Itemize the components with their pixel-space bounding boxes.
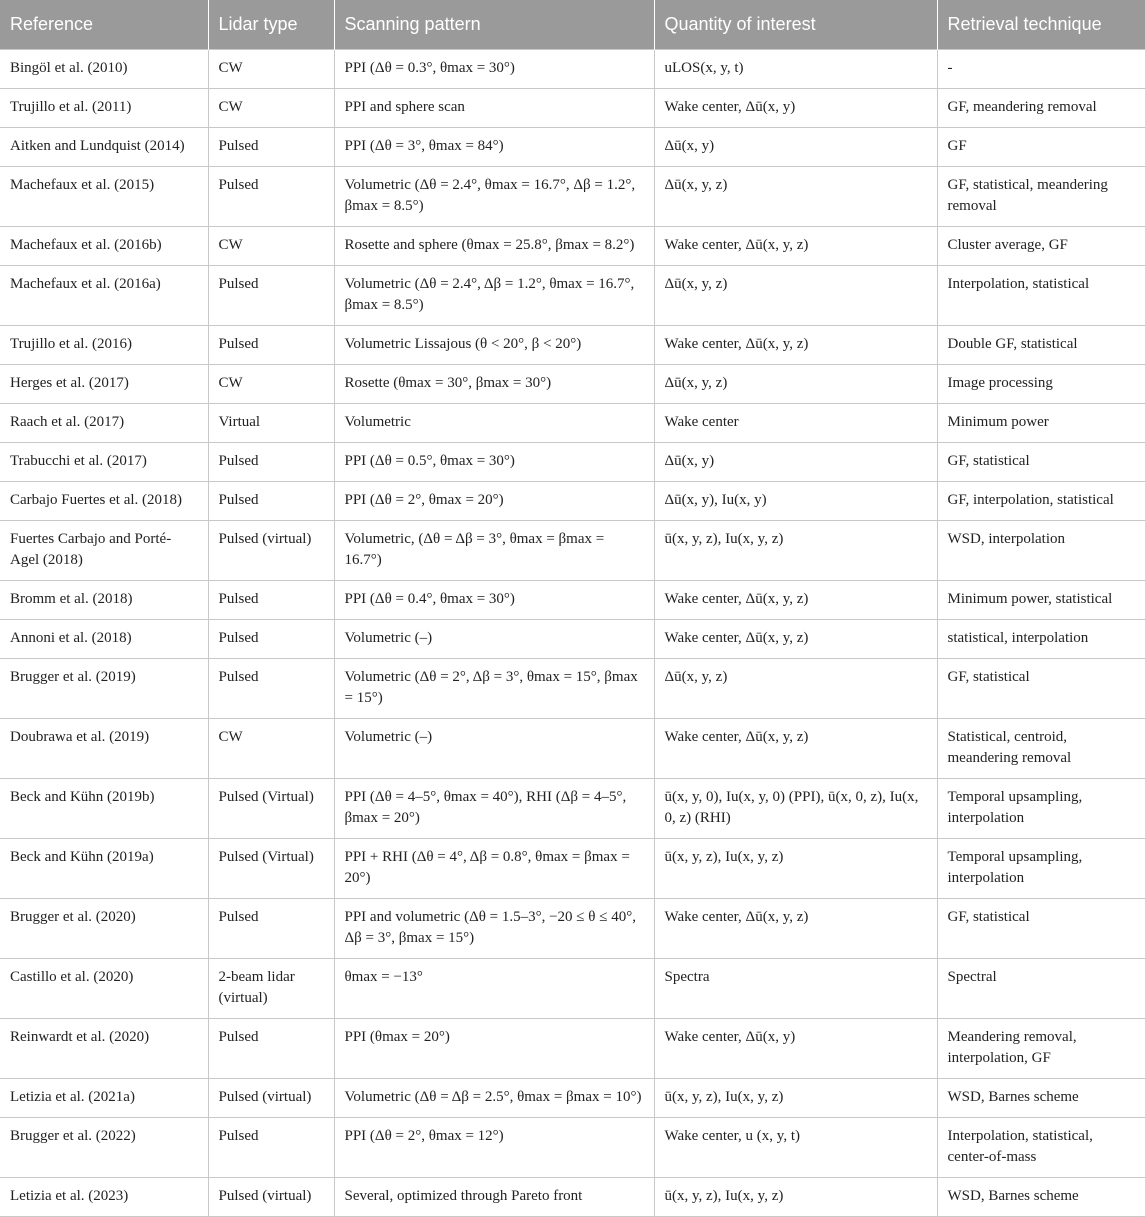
cell-scanning-pattern: Volumetric (–) bbox=[334, 719, 654, 779]
cell-scanning-pattern: Several, optimized through Pareto front bbox=[334, 1178, 654, 1217]
cell-reference: Beck and Kühn (2019a) bbox=[0, 839, 208, 899]
table-row bbox=[0, 620, 1145, 659]
cell-reference: Machefaux et al. (2016a) bbox=[0, 266, 208, 326]
cell-retrieval-technique: GF, interpolation, statistical bbox=[937, 482, 1145, 521]
cell-lidar-type: Pulsed (virtual) bbox=[208, 1178, 334, 1217]
table-row bbox=[0, 50, 1145, 89]
cell-quantity-of-interest: Δū(x, y, z) bbox=[654, 167, 937, 227]
table-row bbox=[0, 443, 1145, 482]
cell-quantity-of-interest: ū(x, y, z), Iu(x, y, z) bbox=[654, 839, 937, 899]
cell-reference: Bingöl et al. (2010) bbox=[0, 50, 208, 89]
cell-quantity-of-interest: Wake center, Δū(x, y) bbox=[654, 89, 937, 128]
table-row bbox=[0, 89, 1145, 128]
cell-lidar-type: 2-beam lidar (virtual) bbox=[208, 959, 334, 1019]
header-retrieval-technique: Retrieval technique bbox=[937, 0, 1145, 50]
cell-lidar-type: Pulsed bbox=[208, 167, 334, 227]
header-lidar-type: Lidar type bbox=[208, 0, 334, 50]
cell-lidar-type: Pulsed (virtual) bbox=[208, 1079, 334, 1118]
cell-retrieval-technique: Spectral bbox=[937, 959, 1145, 1019]
cell-reference: Letizia et al. (2021a) bbox=[0, 1079, 208, 1118]
cell-scanning-pattern: θmax = −13° bbox=[334, 959, 654, 1019]
table-row bbox=[0, 839, 1145, 899]
cell-quantity-of-interest: Wake center, Δū(x, y, z) bbox=[654, 899, 937, 959]
cell-scanning-pattern: Rosette and sphere (θmax = 25.8°, βmax = 8.2°) bbox=[334, 227, 654, 266]
cell-retrieval-technique: statistical, interpolation bbox=[937, 620, 1145, 659]
cell-retrieval-technique: Interpolation, statistical bbox=[937, 266, 1145, 326]
cell-reference: Machefaux et al. (2016b) bbox=[0, 227, 208, 266]
cell-retrieval-technique: Cluster average, GF bbox=[937, 227, 1145, 266]
table-row bbox=[0, 482, 1145, 521]
cell-reference: Castillo et al. (2020) bbox=[0, 959, 208, 1019]
cell-retrieval-technique: GF, statistical bbox=[937, 659, 1145, 719]
cell-reference: Brugger et al. (2022) bbox=[0, 1118, 208, 1178]
cell-lidar-type: Pulsed (Virtual) bbox=[208, 779, 334, 839]
cell-reference: Reinwardt et al. (2020) bbox=[0, 1019, 208, 1079]
table-row bbox=[0, 167, 1145, 227]
cell-reference: Doubrawa et al. (2019) bbox=[0, 719, 208, 779]
cell-retrieval-technique: Double GF, statistical bbox=[937, 326, 1145, 365]
cell-lidar-type: Pulsed bbox=[208, 581, 334, 620]
table-row bbox=[0, 227, 1145, 266]
cell-lidar-type: CW bbox=[208, 365, 334, 404]
cell-quantity-of-interest: Wake center, Δū(x, y, z) bbox=[654, 326, 937, 365]
cell-retrieval-technique: Meandering removal, interpolation, GF bbox=[937, 1019, 1145, 1079]
table-row bbox=[0, 581, 1145, 620]
cell-retrieval-technique: WSD, Barnes scheme bbox=[937, 1178, 1145, 1217]
cell-retrieval-technique: GF, statistical, meandering removal bbox=[937, 167, 1145, 227]
table-row bbox=[0, 959, 1145, 1019]
cell-quantity-of-interest: ū(x, y, 0), Iu(x, y, 0) (PPI), ū(x, 0, z), Iu(x, 0, z) (RHI) bbox=[654, 779, 937, 839]
cell-scanning-pattern: PPI (θmax = 20°) bbox=[334, 1019, 654, 1079]
cell-lidar-type: Pulsed bbox=[208, 443, 334, 482]
cell-lidar-type: CW bbox=[208, 227, 334, 266]
cell-quantity-of-interest: Wake center, Δū(x, y, z) bbox=[654, 581, 937, 620]
table-row bbox=[0, 899, 1145, 959]
cell-quantity-of-interest: Wake center, u (x, y, t) bbox=[654, 1118, 937, 1178]
table-row bbox=[0, 1079, 1145, 1118]
cell-scanning-pattern: PPI (Δθ = 4–5°, θmax = 40°), RHI (Δβ = 4–5°, βmax = 20°) bbox=[334, 779, 654, 839]
table-row bbox=[0, 1019, 1145, 1079]
cell-scanning-pattern: Volumetric Lissajous (θ < 20°, β < 20°) bbox=[334, 326, 654, 365]
cell-scanning-pattern: PPI (Δθ = 0.5°, θmax = 30°) bbox=[334, 443, 654, 482]
cell-reference: Trujillo et al. (2011) bbox=[0, 89, 208, 128]
cell-retrieval-technique: Temporal upsampling, interpolation bbox=[937, 839, 1145, 899]
cell-scanning-pattern: Rosette (θmax = 30°, βmax = 30°) bbox=[334, 365, 654, 404]
cell-reference: Raach et al. (2017) bbox=[0, 404, 208, 443]
cell-quantity-of-interest: Δū(x, y, z) bbox=[654, 365, 937, 404]
cell-retrieval-technique: Image processing bbox=[937, 365, 1145, 404]
table-row bbox=[0, 1118, 1145, 1178]
cell-scanning-pattern: PPI + RHI (Δθ = 4°, Δβ = 0.8°, θmax = βmax = 20°) bbox=[334, 839, 654, 899]
cell-scanning-pattern: Volumetric (Δθ = 2°, Δβ = 3°, θmax = 15°, βmax = 15°) bbox=[334, 659, 654, 719]
cell-quantity-of-interest: Wake center bbox=[654, 404, 937, 443]
header-row bbox=[0, 0, 1145, 50]
cell-reference: Machefaux et al. (2015) bbox=[0, 167, 208, 227]
cell-scanning-pattern: Volumetric (Δθ = 2.4°, Δβ = 1.2°, θmax = 16.7°, βmax = 8.5°) bbox=[334, 266, 654, 326]
cell-scanning-pattern: Volumetric (–) bbox=[334, 620, 654, 659]
cell-reference: Carbajo Fuertes et al. (2018) bbox=[0, 482, 208, 521]
cell-retrieval-technique: GF, statistical bbox=[937, 899, 1145, 959]
cell-lidar-type: Virtual bbox=[208, 404, 334, 443]
cell-scanning-pattern: Volumetric, (Δθ = Δβ = 3°, θmax = βmax = 16.7°) bbox=[334, 521, 654, 581]
cell-quantity-of-interest: ū(x, y, z), Iu(x, y, z) bbox=[654, 521, 937, 581]
cell-scanning-pattern: PPI and volumetric (Δθ = 1.5–3°, −20 ≤ θ ≤ 40°, Δβ = 3°, βmax = 15°) bbox=[334, 899, 654, 959]
cell-reference: Herges et al. (2017) bbox=[0, 365, 208, 404]
cell-lidar-type: Pulsed bbox=[208, 1019, 334, 1079]
table-body bbox=[0, 50, 1145, 1217]
cell-retrieval-technique: Minimum power, statistical bbox=[937, 581, 1145, 620]
cell-lidar-type: Pulsed (Virtual) bbox=[208, 839, 334, 899]
cell-lidar-type: CW bbox=[208, 719, 334, 779]
cell-retrieval-technique: Minimum power bbox=[937, 404, 1145, 443]
cell-quantity-of-interest: Δū(x, y), Iu(x, y) bbox=[654, 482, 937, 521]
table-row bbox=[0, 266, 1145, 326]
cell-lidar-type: Pulsed bbox=[208, 899, 334, 959]
header-scanning-pattern: Scanning pattern bbox=[334, 0, 654, 50]
cell-retrieval-technique: WSD, Barnes scheme bbox=[937, 1079, 1145, 1118]
cell-reference: Beck and Kühn (2019b) bbox=[0, 779, 208, 839]
cell-lidar-type: Pulsed (virtual) bbox=[208, 521, 334, 581]
table-row bbox=[0, 128, 1145, 167]
cell-quantity-of-interest: Δū(x, y, z) bbox=[654, 659, 937, 719]
cell-lidar-type: CW bbox=[208, 89, 334, 128]
cell-quantity-of-interest: Wake center, Δū(x, y, z) bbox=[654, 719, 937, 779]
cell-lidar-type: Pulsed bbox=[208, 266, 334, 326]
cell-lidar-type: Pulsed bbox=[208, 482, 334, 521]
cell-lidar-type: Pulsed bbox=[208, 659, 334, 719]
cell-reference: Fuertes Carbajo and Porté-Agel (2018) bbox=[0, 521, 208, 581]
table-row bbox=[0, 719, 1145, 779]
cell-quantity-of-interest: ū(x, y, z), Iu(x, y, z) bbox=[654, 1178, 937, 1217]
cell-reference: Aitken and Lundquist (2014) bbox=[0, 128, 208, 167]
cell-reference: Brugger et al. (2020) bbox=[0, 899, 208, 959]
cell-lidar-type: CW bbox=[208, 50, 334, 89]
cell-reference: Annoni et al. (2018) bbox=[0, 620, 208, 659]
cell-lidar-type: Pulsed bbox=[208, 326, 334, 365]
cell-scanning-pattern: Volumetric bbox=[334, 404, 654, 443]
cell-scanning-pattern: Volumetric (Δθ = 2.4°, θmax = 16.7°, Δβ = 1.2°, βmax = 8.5°) bbox=[334, 167, 654, 227]
cell-retrieval-technique: GF bbox=[937, 128, 1145, 167]
cell-scanning-pattern: PPI (Δθ = 0.3°, θmax = 30°) bbox=[334, 50, 654, 89]
cell-scanning-pattern: Volumetric (Δθ = Δβ = 2.5°, θmax = βmax = 10°) bbox=[334, 1079, 654, 1118]
cell-quantity-of-interest: ū(x, y, z), Iu(x, y, z) bbox=[654, 1079, 937, 1118]
cell-reference: Brugger et al. (2019) bbox=[0, 659, 208, 719]
cell-quantity-of-interest: Δū(x, y) bbox=[654, 443, 937, 482]
cell-scanning-pattern: PPI (Δθ = 2°, θmax = 20°) bbox=[334, 482, 654, 521]
cell-scanning-pattern: PPI (Δθ = 3°, θmax = 84°) bbox=[334, 128, 654, 167]
table-row bbox=[0, 521, 1145, 581]
table-row bbox=[0, 659, 1145, 719]
cell-retrieval-technique: Statistical, centroid, meandering removal bbox=[937, 719, 1145, 779]
cell-reference: Letizia et al. (2023) bbox=[0, 1178, 208, 1217]
table-row bbox=[0, 779, 1145, 839]
table-row bbox=[0, 326, 1145, 365]
cell-quantity-of-interest: uLOS(x, y, t) bbox=[654, 50, 937, 89]
cell-reference: Trabucchi et al. (2017) bbox=[0, 443, 208, 482]
cell-scanning-pattern: PPI and sphere scan bbox=[334, 89, 654, 128]
header-quantity-of-interest: Quantity of interest bbox=[654, 0, 937, 50]
cell-scanning-pattern: PPI (Δθ = 2°, θmax = 12°) bbox=[334, 1118, 654, 1178]
cell-retrieval-technique: GF, meandering removal bbox=[937, 89, 1145, 128]
cell-quantity-of-interest: Δū(x, y, z) bbox=[654, 266, 937, 326]
cell-quantity-of-interest: Wake center, Δū(x, y, z) bbox=[654, 620, 937, 659]
table-row bbox=[0, 404, 1145, 443]
cell-lidar-type: Pulsed bbox=[208, 128, 334, 167]
cell-quantity-of-interest: Wake center, Δū(x, y) bbox=[654, 1019, 937, 1079]
cell-retrieval-technique: GF, statistical bbox=[937, 443, 1145, 482]
cell-retrieval-technique: WSD, interpolation bbox=[937, 521, 1145, 581]
cell-retrieval-technique: Temporal upsampling, interpolation bbox=[937, 779, 1145, 839]
cell-quantity-of-interest: Δū(x, y) bbox=[654, 128, 937, 167]
cell-retrieval-technique: - bbox=[937, 50, 1145, 89]
cell-lidar-type: Pulsed bbox=[208, 1118, 334, 1178]
cell-scanning-pattern: PPI (Δθ = 0.4°, θmax = 30°) bbox=[334, 581, 654, 620]
cell-lidar-type: Pulsed bbox=[208, 620, 334, 659]
header-reference: Reference bbox=[0, 0, 208, 50]
table-row bbox=[0, 1178, 1145, 1217]
cell-reference: Trujillo et al. (2016) bbox=[0, 326, 208, 365]
cell-reference: Bromm et al. (2018) bbox=[0, 581, 208, 620]
cell-quantity-of-interest: Spectra bbox=[654, 959, 937, 1019]
cell-quantity-of-interest: Wake center, Δū(x, y, z) bbox=[654, 227, 937, 266]
cell-retrieval-technique: Interpolation, statistical, center-of-mass bbox=[937, 1118, 1145, 1178]
table-row bbox=[0, 365, 1145, 404]
